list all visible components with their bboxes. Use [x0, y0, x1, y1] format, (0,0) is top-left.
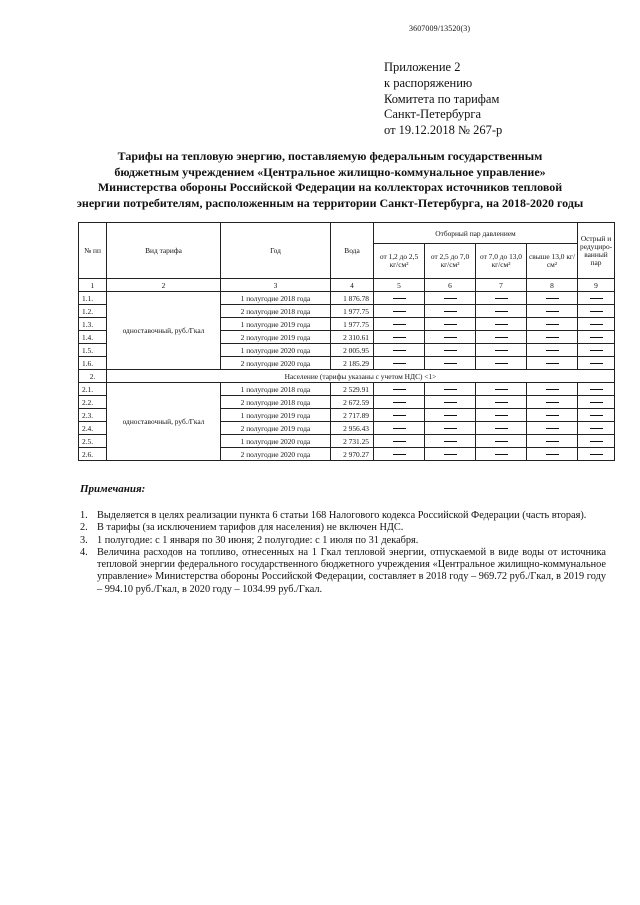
empty-value — [374, 318, 425, 331]
water-value: 2 529.91 — [331, 383, 374, 396]
empty-value — [578, 357, 615, 370]
empty-value — [527, 409, 578, 422]
empty-value — [476, 292, 527, 305]
empty-value — [578, 448, 615, 461]
empty-value — [578, 383, 615, 396]
water-value: 2 970.27 — [331, 448, 374, 461]
water-value: 1 876.78 — [331, 292, 374, 305]
empty-value — [374, 292, 425, 305]
empty-value — [374, 448, 425, 461]
row-num: 2.3. — [79, 409, 107, 422]
empty-value — [578, 305, 615, 318]
header-steam-2: от 2,5 до 7,0 кг/см² — [425, 244, 476, 279]
header-water: Вода — [331, 223, 374, 279]
empty-value — [476, 396, 527, 409]
empty-value — [425, 409, 476, 422]
document-id: 3607009/13520(3) — [409, 24, 471, 33]
period-cell: 2 полугодие 2020 года — [221, 448, 331, 461]
column-number: 5 — [374, 279, 425, 292]
note-number: 3. — [80, 534, 88, 546]
appendix-block — [384, 60, 502, 139]
empty-value — [578, 422, 615, 435]
empty-value — [476, 331, 527, 344]
period-cell: 1 полугодие 2019 года — [221, 318, 331, 331]
water-value: 1 977.75 — [331, 305, 374, 318]
tariff-type-cell: одноставочный, руб./Гкал — [107, 292, 221, 370]
empty-value — [374, 422, 425, 435]
column-number: 2 — [107, 279, 221, 292]
note-item — [80, 547, 606, 596]
empty-value — [578, 396, 615, 409]
tariff-table — [78, 222, 615, 461]
period-cell: 2 полугодие 2018 года — [221, 305, 331, 318]
note-number: 1. — [80, 510, 88, 521]
appendix-line: Приложение 2 — [384, 60, 461, 74]
note-text: В тарифы (за исключением тарифов для населения) не включен НДС. — [97, 522, 404, 534]
period-cell: 2 полугодие 2019 года — [221, 422, 331, 435]
period-cell: 1 полугодие 2018 года — [221, 383, 331, 396]
row-num: 1.1. — [79, 292, 107, 305]
note-text: Величина расходов на топливо, отнесенных на 1 Гкал тепловой энергии, отпускаемой в виде воды от источника тепловой энергии федерального государственного бюджетного учреждения «Центральное жилищно-коммунальное управление» Министерства обороны Российской Федерации, составляет в 2018 году – 969.72 руб./Гкал, в 2019 году – 994.10 руб./Гкал, в 2020 году – 1034.99 руб./Гкал. — [97, 546, 606, 595]
empty-value — [578, 409, 615, 422]
column-number: 9 — [578, 279, 615, 292]
column-number: 8 — [527, 279, 578, 292]
period-cell: 2 полугодие 2020 года — [221, 357, 331, 370]
empty-value — [425, 435, 476, 448]
notes-list — [80, 510, 606, 596]
empty-value — [527, 331, 578, 344]
row-num: 2. — [79, 370, 107, 383]
empty-value — [425, 396, 476, 409]
empty-value — [527, 435, 578, 448]
empty-value — [425, 331, 476, 344]
header-steam-3: от 7,0 до 13,0 кг/см² — [476, 244, 527, 279]
empty-value — [374, 383, 425, 396]
title-line: бюджетным учреждением «Центральное жилищно-коммунальное управление» — [114, 164, 546, 179]
empty-value — [578, 344, 615, 357]
empty-value — [476, 422, 527, 435]
appendix-line: к распоряжению — [384, 75, 473, 90]
empty-value — [578, 435, 615, 448]
period-cell: 1 полугодие 2019 года — [221, 409, 331, 422]
empty-value — [374, 344, 425, 357]
header-steam-1: от 1,2 до 2,5 кг/см² — [374, 244, 425, 279]
period-cell: 1 полугодие 2018 года — [221, 292, 331, 305]
empty-value — [425, 357, 476, 370]
row-num: 2.2. — [79, 396, 107, 409]
water-value: 2 717.89 — [331, 409, 374, 422]
appendix-line: Комитета по тарифам — [384, 91, 500, 106]
empty-value — [527, 357, 578, 370]
empty-value — [425, 422, 476, 435]
empty-value — [527, 396, 578, 409]
water-value: 2 310.61 — [331, 331, 374, 344]
header-tariff-type: Вид тарифа — [107, 223, 221, 279]
notes-title: Примечания: — [80, 483, 146, 495]
title-line: энергии потребителям, расположенным на территории Санкт-Петербурга, на 2018-2020 годы — [76, 195, 584, 210]
appendix-line: Санкт-Петербурга — [384, 107, 482, 122]
empty-value — [374, 331, 425, 344]
empty-value — [374, 305, 425, 318]
column-number: 3 — [221, 279, 331, 292]
table-row — [79, 292, 615, 305]
empty-value — [425, 305, 476, 318]
note-text: Выделяется в целях реализации пункта 6 статьи 168 Налогового кодекса Российской Федерации (часть вторая). — [97, 510, 587, 521]
empty-value — [578, 292, 615, 305]
empty-value — [425, 292, 476, 305]
water-value: 2 731.25 — [331, 435, 374, 448]
row-num: 1.6. — [79, 357, 107, 370]
column-number: 4 — [331, 279, 374, 292]
header-steam-group: Отборный пар давлением — [374, 223, 578, 244]
period-cell: 2 полугодие 2018 года — [221, 396, 331, 409]
water-value: 2 956.43 — [331, 422, 374, 435]
period-cell: 2 полугодие 2019 года — [221, 331, 331, 344]
empty-value — [527, 448, 578, 461]
header-steam-4: свыше 13,0 кг/см² — [527, 244, 578, 279]
empty-value — [476, 435, 527, 448]
note-number: 4. — [80, 546, 88, 558]
note-text: 1 полугодие: с 1 января по 30 июня; 2 полугодие: с 1 июля по 31 декабря. — [97, 534, 419, 546]
empty-value — [476, 383, 527, 396]
empty-value — [425, 448, 476, 461]
tariff-type-cell: одноставочный, руб./Гкал — [107, 383, 221, 461]
column-number: 1 — [79, 279, 107, 292]
empty-value — [527, 305, 578, 318]
column-number: 6 — [425, 279, 476, 292]
table-row — [79, 383, 615, 396]
empty-value — [476, 409, 527, 422]
period-cell: 1 полугодие 2020 года — [221, 435, 331, 448]
section-header-row — [79, 370, 615, 383]
note-item — [80, 522, 606, 534]
row-num: 1.4. — [79, 331, 107, 344]
appendix-line: от 19.12.2018 № 267-р — [384, 123, 503, 138]
empty-value — [527, 383, 578, 396]
header-row — [79, 223, 615, 244]
water-value: 1 977.75 — [331, 318, 374, 331]
empty-value — [476, 305, 527, 318]
empty-value — [425, 318, 476, 331]
empty-value — [527, 422, 578, 435]
note-item — [80, 535, 606, 547]
header-sharp-steam: Острый и редуциро-ванный пар — [578, 223, 615, 279]
header-year: Год — [221, 223, 331, 279]
row-num: 2.6. — [79, 448, 107, 461]
empty-value — [425, 383, 476, 396]
column-number-row — [79, 279, 615, 292]
empty-value — [425, 344, 476, 357]
row-num: 1.3. — [79, 318, 107, 331]
water-value: 2 185.29 — [331, 357, 374, 370]
empty-value — [476, 357, 527, 370]
document-title — [68, 149, 592, 211]
empty-value — [374, 357, 425, 370]
note-number: 2. — [80, 522, 88, 534]
empty-value — [578, 331, 615, 344]
empty-value — [374, 396, 425, 409]
empty-value — [527, 344, 578, 357]
empty-value — [374, 409, 425, 422]
title-line: Тарифы на тепловую энергию, поставляемую федеральным государственным — [117, 149, 543, 163]
empty-value — [527, 318, 578, 331]
water-value: 2 672.59 — [331, 396, 374, 409]
empty-value — [476, 344, 527, 357]
empty-value — [578, 318, 615, 331]
empty-value — [476, 448, 527, 461]
note-item — [80, 510, 606, 522]
title-line: Министерства обороны Российской Федерации на коллекторах источников тепловой — [97, 180, 563, 195]
empty-value — [374, 435, 425, 448]
row-num: 2.1. — [79, 383, 107, 396]
section-label: Население (тарифы указаны с учетом НДС) <1> — [107, 370, 615, 383]
water-value: 2 005.95 — [331, 344, 374, 357]
empty-value — [527, 292, 578, 305]
empty-value — [476, 318, 527, 331]
row-num: 1.2. — [79, 305, 107, 318]
column-number: 7 — [476, 279, 527, 292]
row-num: 2.5. — [79, 435, 107, 448]
period-cell: 1 полугодие 2020 года — [221, 344, 331, 357]
row-num: 2.4. — [79, 422, 107, 435]
row-num: 1.5. — [79, 344, 107, 357]
header-num: № пп — [79, 223, 107, 279]
